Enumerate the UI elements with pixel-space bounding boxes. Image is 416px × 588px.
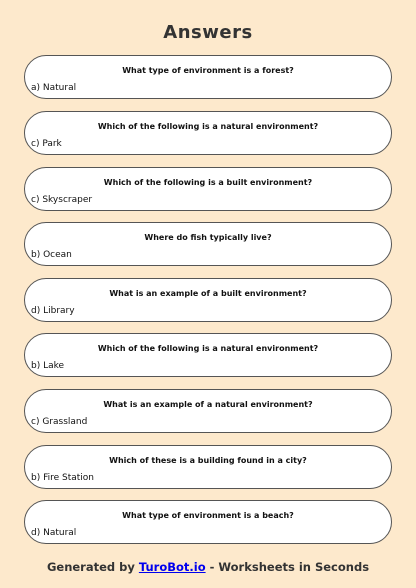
answer-text: c) Grassland [31,417,88,427]
turobot-link[interactable]: TuroBot.io [138,560,206,574]
footer [0,560,416,574]
footer-suffix: - Worksheets in Seconds [205,560,370,574]
answer-text: b) Ocean [31,250,72,260]
answer-card [24,333,392,377]
question-text: What type of environment is a forest? [122,66,294,75]
question-text: What type of environment is a beach? [122,511,294,520]
answer-text: c) Skyscraper [31,195,93,205]
answer-text: d) Natural [31,528,77,538]
question-text: Which of the following is a built environment? [103,178,313,187]
question-text: Where do fish typically live? [144,233,272,242]
question-text: What is an example of a natural environment? [103,400,313,409]
answer-card [24,55,392,99]
answer-card [24,278,392,322]
answer-text: a) Natural [31,83,77,93]
footer-prefix: Generated by [46,560,139,574]
answer-card [24,500,392,544]
question-text: Which of the following is a natural environment? [97,122,319,131]
answer-text: c) Park [31,139,62,149]
answer-text: d) Library [31,306,75,316]
question-text: What is an example of a built environment? [109,289,307,298]
question-text: Which of the following is a natural environment? [97,344,319,353]
answer-card [24,111,392,155]
answer-card [24,167,392,211]
answer-card [24,222,392,266]
answer-card [24,445,392,489]
answer-card [24,389,392,433]
page-title: Answers [163,22,253,43]
answer-text: b) Lake [31,361,65,371]
question-text: Which of these is a building found in a city? [109,456,307,465]
answer-text: b) Fire Station [31,473,95,483]
